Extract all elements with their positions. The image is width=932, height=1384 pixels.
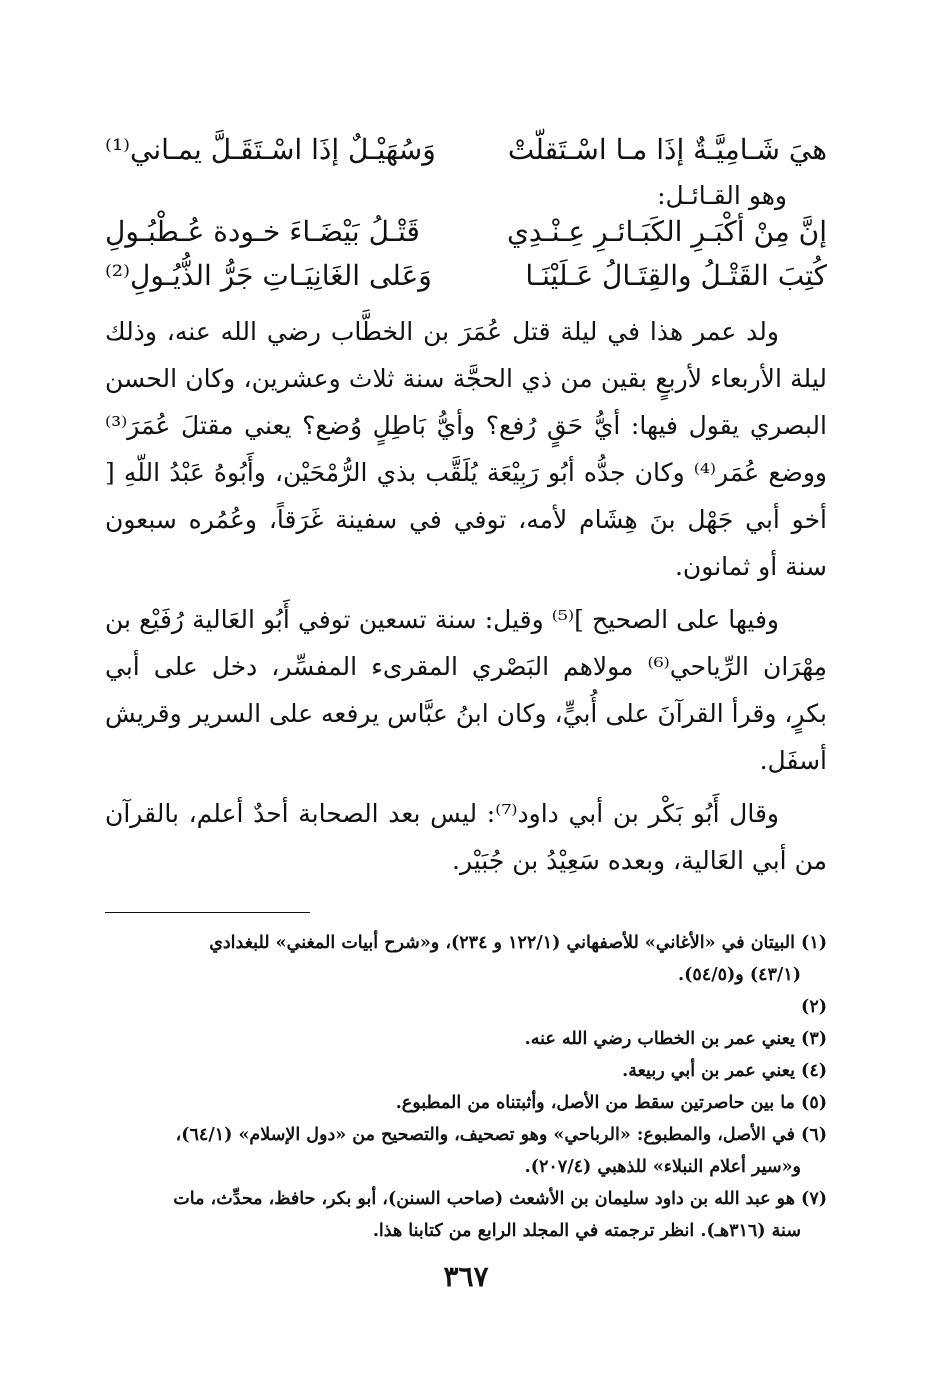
footnote — [105, 1023, 827, 1055]
body-paragraph: ولد عمر هذا في ليلة قتل عُمَرَ بن الخطَّاب رضي الله عنه، وذلك ليلة الأربعاء لأربعٍ بقين من ذي الحجَّة سنة ثلاث وعشرين، وكان الحسن البصري يقول فيها: أيُّ حَقٍ رُفع؟ وأيُّ بَاطِلٍ وُضع؟ يعني مقتلَ عُمَرَ⁽³⁾ ووضع عُمَر⁽⁴⁾ وكان جدُّه أبُو رَبِيْعَة يُلَقَّب بذي الرُّمْحَيْن، وأَبُوهُ عَبْدُ اللّهِ [ أخو أبي جَهْل بنَ هِشَام لأمه، توفي في سفينة غَرَقاً، وعُمُره سبعون سنة أو ثمانون. — [105, 317, 828, 581]
footnote-number: (١) — [801, 933, 827, 953]
footnote-number: (٤) — [801, 1061, 827, 1081]
verse-line — [105, 128, 827, 172]
verse-hemistich: وَعَلى الغَانِيَـاتِ جَرُّ الذُّيُـولِ⁽²⁾ — [105, 259, 432, 292]
footnote-text: في الأصل، والمطبوع: «الرباحي» وهو تصحيف، والتصحيح من «دول الإسلام» (٦٤/١)، — [175, 1125, 795, 1145]
footnotes — [105, 927, 827, 1247]
body-paragraph: وقال أَبُو بَكْر بن أبي داود⁽⁷⁾: ليس بعد الصحابة أحدٌ أعلم، بالقرآن من أبي العَالية، وبعده سَعِيْدُ بن جُبَيْر. — [105, 799, 827, 875]
footnote-text: يعني عمر بن أبي ربيعة. — [622, 1061, 795, 1081]
footnote-number: (٢) — [801, 997, 827, 1017]
intro-line: وهو القـائـل: — [657, 181, 787, 210]
footnote-number: (٣) — [801, 1029, 827, 1049]
footnote-text: البيتان في «الأغاني» للأصفهاني (١٢٢/١ و ٢٣٤)، و«شرح أبيات المغني» للبغدادي — [209, 933, 795, 953]
verse-hemistich: وَسُهَيْـلٌ إذَا اسْـتَقَـلَّ يمـاني⁽¹⁾ — [105, 133, 436, 166]
page-body — [105, 128, 827, 1247]
footnote — [105, 1055, 827, 1087]
footnote-text: يعني عمر بن الخطاب رضي الله عنه. — [524, 1029, 795, 1049]
verse-hemistich: إنَّ مِنْ أكْبَـرِ الكَبَـائـرِ عِـنْـدِي — [506, 215, 827, 248]
footnote-number: (٧) — [801, 1189, 827, 1209]
footnote — [105, 927, 827, 991]
verse-line — [105, 210, 827, 254]
verse-hemistich: هيَ شَـامِيَّـةٌ إذَا مـا اسْـتَقلّتْ — [507, 133, 827, 166]
footnote-number: (٦) — [801, 1125, 827, 1145]
footnote-text: ما بين حاصرتين سقط من الأصل، وأثبتناه من المطبوع. — [395, 1093, 795, 1113]
footnote — [105, 1087, 827, 1119]
footnote — [105, 1183, 827, 1247]
body-paragraph: وفيها على الصحيح ]⁽⁵⁾ وقيل: سنة تسعين توفي أَبُو العَالية رُفَيْع بن مِهْرَان الرِّياحي⁽⁶⁾ مولاهم البَصْري المقرىء المفسِّر، دخل على أبي بكرٍ، وقرأ القرآنَ على أُبيٍّ، وكان ابنُ عبَّاس يرفعه على السرير وقريش أسفَل. — [105, 605, 828, 775]
verse-hemistich: كُتِبَ القَتْـلُ والقِتَـالُ عَـلَيْنَـا — [525, 259, 827, 292]
footnote-separator — [105, 912, 310, 913]
footnote-continuation: و«سير أعلام النبلاء» للذهبي (٢٠٧/٤). — [524, 1157, 801, 1177]
footnote — [105, 991, 827, 1023]
footnote-text: هو عبد الله بن داود سليمان بن الأشعث (صاحب السنن)، أبو بكر، حافظ، محدِّث، مات — [173, 1189, 795, 1209]
verse-hemistich: قَتْـلُ بَيْضَـاءَ خـودة عُـطْبُـولِ — [105, 215, 420, 248]
verse-line — [105, 254, 827, 298]
footnote-continuation: (٤٣/١) و(٥٤/٥). — [678, 965, 801, 985]
footnote-continuation: سنة (٣١٦هـ). انظر ترجمته في المجلد الرابع من كتابنا هذا. — [372, 1221, 801, 1241]
footnote — [105, 1119, 827, 1183]
page-number: ٣٦٧ — [443, 1260, 489, 1293]
footnote-number: (٥) — [801, 1093, 827, 1113]
